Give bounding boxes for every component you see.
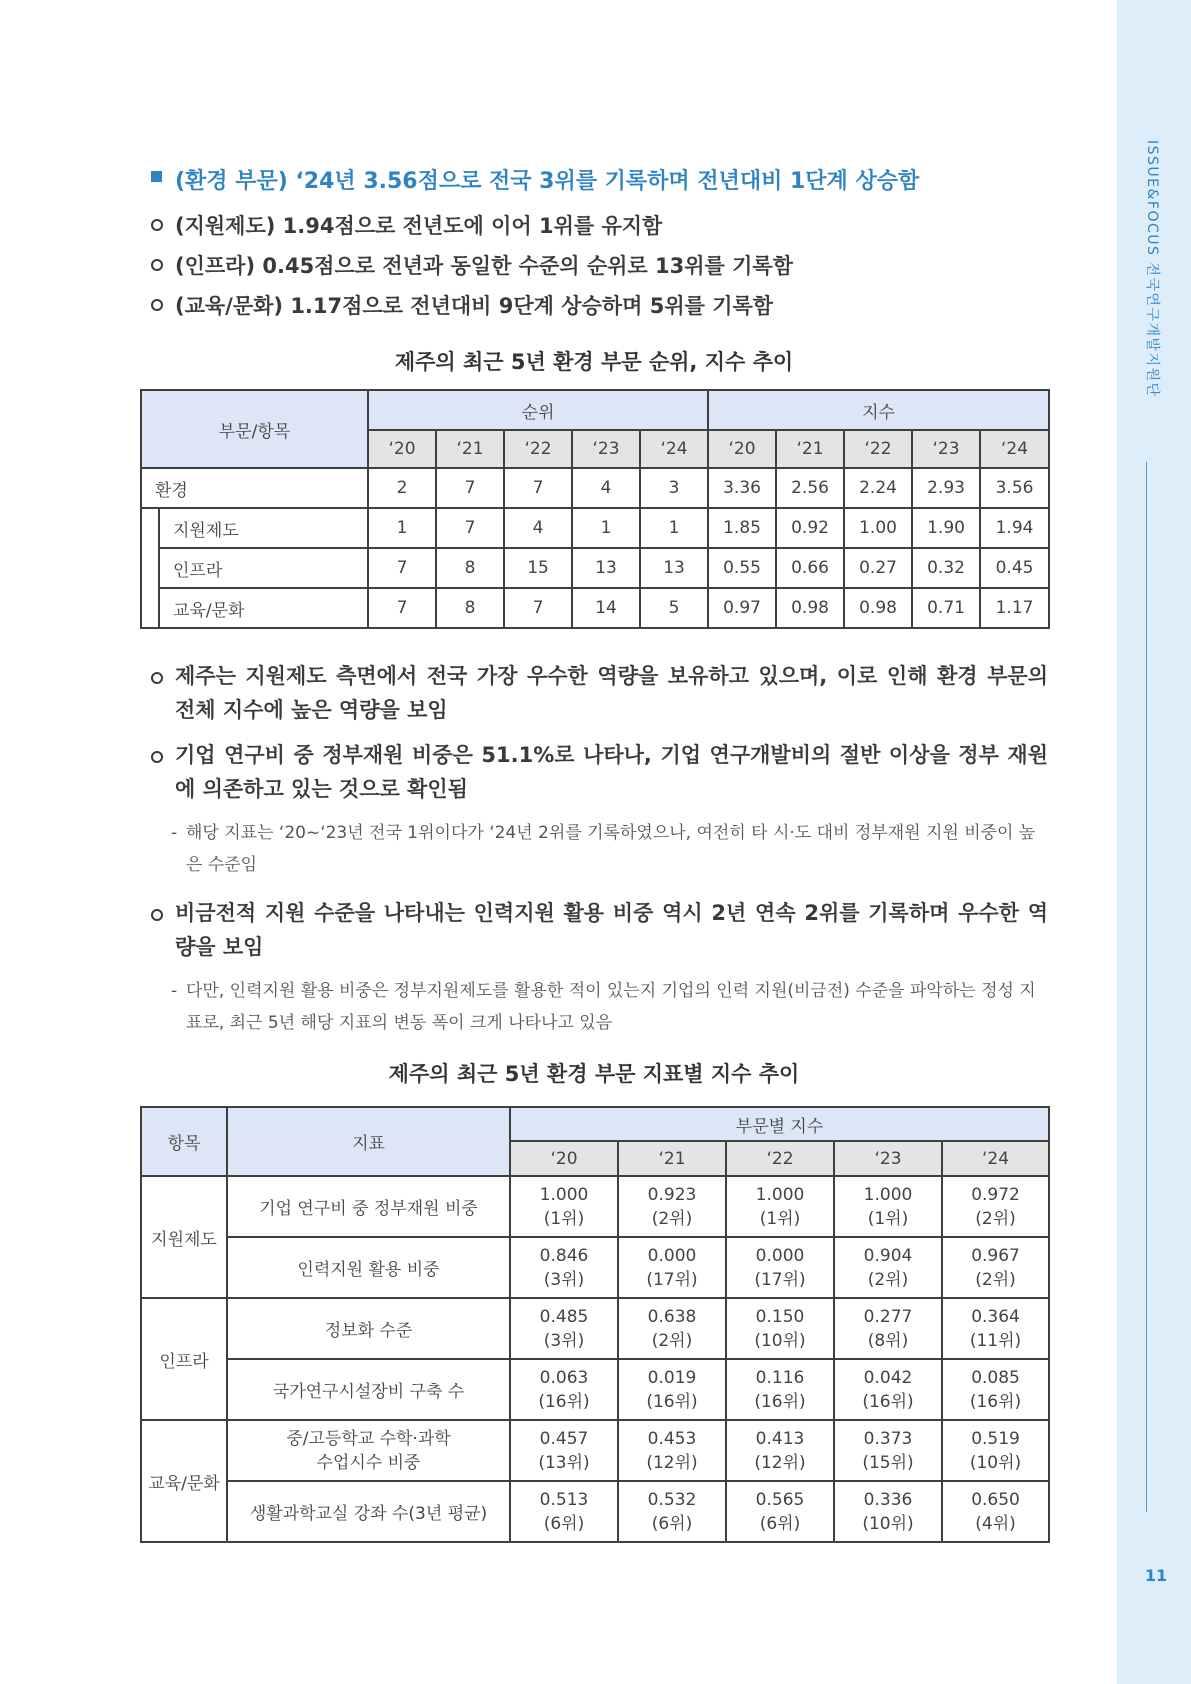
rank: (17위) xyxy=(646,1269,698,1290)
year-header: ‘23 xyxy=(912,430,980,468)
rank-index-table xyxy=(140,389,1050,629)
page-number: 11 xyxy=(1144,1566,1168,1585)
value: 0.519 xyxy=(971,1428,1020,1449)
rank: (17위) xyxy=(754,1269,806,1290)
value-cell xyxy=(942,1359,1049,1420)
value: 0.277 xyxy=(863,1306,913,1327)
rank: (10위) xyxy=(862,1513,914,1534)
value-cell xyxy=(510,1298,618,1359)
rank: (8위) xyxy=(867,1330,909,1351)
value: 0.846 xyxy=(539,1245,589,1266)
value-cell xyxy=(942,1481,1049,1542)
value: 0.650 xyxy=(971,1489,1020,1510)
row-label: 환경 xyxy=(141,468,368,508)
row-label: 인프라 xyxy=(159,548,368,588)
value: 0.904 xyxy=(863,1245,913,1266)
rank: (2위) xyxy=(651,1330,693,1351)
rank: (16위) xyxy=(754,1391,806,1412)
value: 0.042 xyxy=(863,1367,913,1388)
circle-bullet-icon xyxy=(151,909,163,921)
side-banner xyxy=(1144,140,1160,465)
rank: (1위) xyxy=(543,1208,585,1229)
value-cell xyxy=(834,1359,942,1420)
value-cell xyxy=(726,1481,834,1542)
paragraph-manpower-support: 비금전적 지원 수준을 나타내는 인력지원 활용 비중 역시 2년 연속 2위를 기록하며 우수한 역량을 보임 xyxy=(175,901,1048,959)
rank-cell: 7 xyxy=(504,468,572,508)
value-cell xyxy=(834,1237,942,1298)
index-cell: 1.00 xyxy=(844,508,912,548)
rank: (16위) xyxy=(862,1391,914,1412)
value: 0.085 xyxy=(971,1367,1020,1388)
rank: (6위) xyxy=(651,1513,693,1534)
index-cell: 0.92 xyxy=(776,508,844,548)
rank: (6위) xyxy=(759,1513,801,1534)
rank: (2위) xyxy=(975,1208,1016,1229)
value-cell xyxy=(834,1298,942,1359)
sub-note-gov-funding xyxy=(171,817,1051,881)
indicator-label xyxy=(227,1420,510,1481)
rank-cell: 1 xyxy=(572,508,640,548)
rank-cell: 3 xyxy=(640,468,708,508)
value-cell xyxy=(618,1298,726,1359)
circle-bullet-icon xyxy=(151,672,163,684)
index-cell: 1.90 xyxy=(912,508,980,548)
section-heading: (환경 부문) ‘24년 3.56점으로 전국 3위를 기록하며 전년대비 1단계 상승함 xyxy=(175,169,920,194)
indicator-index-table xyxy=(140,1106,1050,1543)
sub-note-manpower xyxy=(171,975,1051,1039)
value-cell xyxy=(726,1420,834,1481)
table-row xyxy=(141,588,1049,628)
index-cell: 3.56 xyxy=(980,468,1049,508)
value-cell xyxy=(510,1359,618,1420)
rank-cell: 8 xyxy=(436,588,504,628)
indicator-line: 수업시수 비중 xyxy=(316,1452,421,1473)
rank-cell: 7 xyxy=(368,548,436,588)
bullet-support-system: (지원제도) 1.94점으로 전년도에 이어 1위를 유지함 xyxy=(175,214,663,238)
value-cell xyxy=(834,1420,942,1481)
rank: (10위) xyxy=(754,1330,806,1351)
value: 1.000 xyxy=(539,1184,589,1205)
indent-cell xyxy=(141,508,159,628)
index-cell: 2.24 xyxy=(844,468,912,508)
table-row xyxy=(141,1359,1049,1420)
value: 1.000 xyxy=(755,1184,805,1205)
year-header: ‘22 xyxy=(844,430,912,468)
indicator-label: 국가연구시설장비 구축 수 xyxy=(227,1359,510,1420)
value: 0.000 xyxy=(755,1245,805,1266)
value-cell xyxy=(834,1176,942,1237)
bullet-infrastructure: (인프라) 0.45점으로 전년과 동일한 수준의 순위로 13위를 기록함 xyxy=(175,254,793,278)
year-header: ‘21 xyxy=(776,430,844,468)
rank: (2위) xyxy=(867,1269,909,1290)
rank: (15위) xyxy=(862,1452,914,1473)
rank: (16위) xyxy=(646,1391,698,1412)
rank-cell: 5 xyxy=(640,588,708,628)
rank: (6위) xyxy=(543,1513,585,1534)
value-cell xyxy=(618,1420,726,1481)
rank-cell: 2 xyxy=(368,468,436,508)
table-row xyxy=(141,1298,1049,1359)
table-row xyxy=(141,548,1049,588)
header-index-group: 부문별 지수 xyxy=(510,1107,1049,1141)
rank: (13위) xyxy=(538,1452,590,1473)
index-cell: 3.36 xyxy=(708,468,776,508)
rank-cell: 13 xyxy=(640,548,708,588)
group-label: 인프라 xyxy=(141,1298,227,1420)
rank-cell: 4 xyxy=(504,508,572,548)
table-row xyxy=(141,1481,1049,1542)
dash-marker: - xyxy=(171,823,178,843)
table1-caption: 제주의 최근 5년 환경 부문 순위, 지수 추이 xyxy=(394,350,794,374)
value: 0.485 xyxy=(539,1306,589,1327)
indicator-line: 중/고등학교 수학·과학 xyxy=(286,1428,451,1449)
paragraph-gov-funding: 기업 연구비 중 정부재원 비중은 51.1%로 나타나, 기업 연구개발비의 절반 이상을 정부 재원에 의존하고 있는 것으로 확인됨 xyxy=(175,743,1048,801)
value: 0.000 xyxy=(647,1245,697,1266)
header-rank: 순위 xyxy=(368,390,708,430)
rank-cell: 7 xyxy=(436,508,504,548)
year-header: ‘20 xyxy=(368,430,436,468)
value-cell xyxy=(942,1420,1049,1481)
header-item: 항목 xyxy=(141,1107,227,1176)
value-cell xyxy=(618,1481,726,1542)
indicator-label: 인력지원 활용 비중 xyxy=(227,1237,510,1298)
rank-cell: 13 xyxy=(572,548,640,588)
rank-cell: 1 xyxy=(640,508,708,548)
index-cell: 0.66 xyxy=(776,548,844,588)
index-cell: 0.55 xyxy=(708,548,776,588)
value: 1.000 xyxy=(863,1184,913,1205)
value: 0.967 xyxy=(971,1245,1020,1266)
value-cell xyxy=(618,1176,726,1237)
side-banner-text: ISSUE&FOCUS 전국연구개발지원단 xyxy=(1144,140,1160,398)
value-cell xyxy=(942,1298,1049,1359)
sub-note-text: 해당 지표는 ‘20~‘23년 전국 1위이다가 ‘24년 2위를 기록하였으나, 여전히 타 시·도 대비 정부재원 지원 비중이 높은 수준임 xyxy=(186,823,1036,875)
value-cell xyxy=(942,1176,1049,1237)
value-cell xyxy=(510,1176,618,1237)
index-cell: 2.93 xyxy=(912,468,980,508)
year-header: ‘23 xyxy=(572,430,640,468)
circle-bullet-icon xyxy=(151,299,163,311)
index-cell: 0.71 xyxy=(912,588,980,628)
rank: (2위) xyxy=(651,1208,693,1229)
header-index: 지수 xyxy=(708,390,1049,430)
table-row xyxy=(141,1420,1049,1481)
group-label: 지원제도 xyxy=(141,1176,227,1298)
sub-note-text: 다만, 인력지원 활용 비중은 정부지원제도를 활용한 적이 있는지 기업의 인력 지원(비금전) 수준을 파악하는 정성 지표로, 최근 5년 해당 지표의 변동 폭이 크게 나타나고 있음 xyxy=(186,981,1036,1033)
indicator-label: 정보화 수준 xyxy=(227,1298,510,1359)
value-cell xyxy=(726,1359,834,1420)
rank-cell: 15 xyxy=(504,548,572,588)
rank-cell: 7 xyxy=(504,588,572,628)
value: 0.336 xyxy=(863,1489,913,1510)
rank: (4위) xyxy=(975,1513,1016,1534)
year-header: ‘23 xyxy=(834,1141,942,1176)
rank: (11위) xyxy=(969,1330,1022,1351)
year-header: ‘24 xyxy=(640,430,708,468)
value-cell xyxy=(510,1420,618,1481)
rank-cell: 1 xyxy=(368,508,436,548)
value-cell xyxy=(510,1481,618,1542)
bullet-education-culture: (교육/문화) 1.17점으로 전년대비 9단계 상승하며 5위를 기록함 xyxy=(175,294,774,318)
index-cell: 0.98 xyxy=(776,588,844,628)
year-header: ‘21 xyxy=(618,1141,726,1176)
rank: (16위) xyxy=(969,1391,1022,1412)
index-cell: 0.45 xyxy=(980,548,1049,588)
row-label: 지원제도 xyxy=(159,508,368,548)
rank: (12위) xyxy=(646,1452,698,1473)
index-cell: 0.97 xyxy=(708,588,776,628)
group-label: 교육/문화 xyxy=(141,1420,227,1542)
table-row xyxy=(141,1176,1049,1237)
value: 0.116 xyxy=(755,1367,805,1388)
value-cell xyxy=(942,1237,1049,1298)
side-divider xyxy=(1146,462,1147,1512)
rank-cell: 14 xyxy=(572,588,640,628)
value-cell xyxy=(510,1237,618,1298)
rank-cell: 4 xyxy=(572,468,640,508)
value: 0.413 xyxy=(755,1428,805,1449)
row-label: 교육/문화 xyxy=(159,588,368,628)
index-cell: 2.56 xyxy=(776,468,844,508)
value: 0.063 xyxy=(539,1367,589,1388)
value: 0.373 xyxy=(863,1428,913,1449)
year-header: ‘20 xyxy=(510,1141,618,1176)
value-cell xyxy=(618,1237,726,1298)
index-cell: 0.98 xyxy=(844,588,912,628)
value: 0.019 xyxy=(647,1367,697,1388)
table-row xyxy=(141,508,1049,548)
rank-cell: 7 xyxy=(436,468,504,508)
circle-bullet-icon xyxy=(151,259,163,271)
rank: (3위) xyxy=(543,1330,585,1351)
value-cell xyxy=(618,1359,726,1420)
index-cell: 0.32 xyxy=(912,548,980,588)
value: 0.923 xyxy=(647,1184,697,1205)
value-cell xyxy=(726,1176,834,1237)
value-cell xyxy=(726,1298,834,1359)
index-cell: 1.17 xyxy=(980,588,1049,628)
value-cell xyxy=(834,1481,942,1542)
year-header: ‘22 xyxy=(726,1141,834,1176)
value: 0.532 xyxy=(647,1489,697,1510)
index-cell: 1.85 xyxy=(708,508,776,548)
value: 0.513 xyxy=(539,1489,589,1510)
table-row xyxy=(141,1237,1049,1298)
square-bullet-icon xyxy=(151,171,162,182)
header-indicator: 지표 xyxy=(227,1107,510,1176)
circle-bullet-icon xyxy=(151,751,163,763)
index-cell: 1.94 xyxy=(980,508,1049,548)
table2-caption: 제주의 최근 5년 환경 부문 지표별 지수 추이 xyxy=(388,1062,800,1086)
rank: (16위) xyxy=(538,1391,590,1412)
year-header: ‘20 xyxy=(708,430,776,468)
rank: (1위) xyxy=(759,1208,801,1229)
value: 0.565 xyxy=(755,1489,805,1510)
rank: (2위) xyxy=(975,1269,1016,1290)
year-header: ‘22 xyxy=(504,430,572,468)
paragraph-support-strength: 제주는 지원제도 측면에서 전국 가장 우수한 역량을 보유하고 있으며, 이로 인해 환경 부문의 전체 지수에 높은 역량을 보임 xyxy=(175,664,1048,722)
index-cell: 0.27 xyxy=(844,548,912,588)
year-header: ‘21 xyxy=(436,430,504,468)
year-header: ‘24 xyxy=(980,430,1049,468)
value: 0.638 xyxy=(647,1306,697,1327)
rank: (10위) xyxy=(969,1452,1022,1473)
value: 0.453 xyxy=(647,1428,697,1449)
header-item: 부문/항목 xyxy=(141,390,368,468)
value: 0.364 xyxy=(971,1306,1020,1327)
indicator-label: 기업 연구비 중 정부재원 비중 xyxy=(227,1176,510,1237)
rank: (12위) xyxy=(754,1452,806,1473)
rank-cell: 8 xyxy=(436,548,504,588)
rank-cell: 7 xyxy=(368,588,436,628)
circle-bullet-icon xyxy=(151,219,163,231)
value: 0.457 xyxy=(539,1428,589,1449)
dash-marker: - xyxy=(171,981,178,1001)
year-header: ‘24 xyxy=(942,1141,1049,1176)
value: 0.150 xyxy=(755,1306,805,1327)
value-cell xyxy=(726,1237,834,1298)
indicator-label: 생활과학교실 강좌 수(3년 평균) xyxy=(227,1481,510,1542)
rank: (3위) xyxy=(543,1269,585,1290)
table-row xyxy=(141,468,1049,508)
value: 0.972 xyxy=(971,1184,1020,1205)
rank: (1위) xyxy=(867,1208,909,1229)
